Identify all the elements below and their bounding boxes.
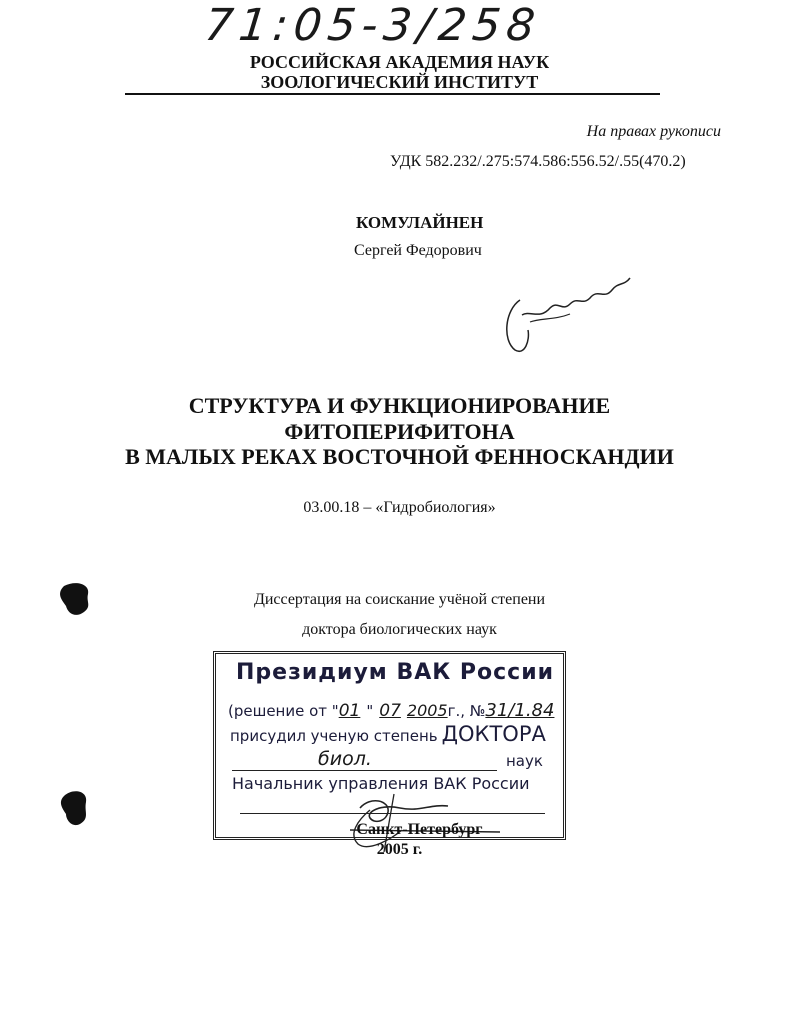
author-signature (500, 270, 640, 360)
year: 2005 г. (376, 841, 423, 858)
organization-line-1: РОССИЙСКАЯ АКАДЕМИЯ НАУК (249, 52, 550, 72)
stamp-decision-line (228, 700, 554, 721)
dissertation-title-line-2: ФИТОПЕРИФИТОНА (284, 419, 515, 444)
handwritten-archive-number: 71:05-3/258 (202, 0, 544, 51)
dissertation-title-line-3: В МАЛЫХ РЕКАХ ВОСТОЧНОЙ ФЕННОСКАНДИИ (125, 444, 674, 469)
stamp-header: Президиум ВАК России (236, 660, 555, 685)
dissertation-title-line-1: СТРУКТУРА И ФУНКЦИОНИРОВАНИЕ (188, 393, 611, 418)
organization-line-2: ЗООЛОГИЧЕСКИЙ ИНСТИТУТ (260, 72, 539, 92)
rights-note: На правах рукописи (586, 123, 721, 140)
degree-line-2: доктора биологических наук (302, 621, 497, 638)
stamp-decision-number: 31/1.84 (485, 700, 555, 721)
stamp-awarded-degree: ДОКТОРА (441, 722, 546, 746)
degree-line-1: Диссертация на соискание учёной степени (253, 591, 546, 608)
ink-blot-1 (56, 580, 96, 620)
stamp-awarded-text: присудил ученую степень (230, 727, 438, 745)
stamp-field-suffix: наук (506, 752, 543, 770)
stamp-decision-prefix: (решение от " (228, 702, 339, 720)
udc-code: УДК 582.232/.275:574.586:556.52/.55(470.2) (390, 153, 686, 170)
stamp-chief: Начальник управления ВАК России (232, 774, 530, 793)
header-divider (125, 93, 660, 95)
stamp-field-underline (232, 770, 497, 771)
author-surname: КОМУЛАЙНЕН (356, 213, 484, 232)
city: Санкт-Петербург (356, 821, 483, 838)
stamp-decision-month: 07 (379, 701, 401, 721)
stamp-decision-g: г., № (447, 702, 486, 720)
author-name: Сергей Федорович (354, 242, 482, 259)
stamp-decision-quote: " (366, 702, 374, 720)
stamp-field-handwritten: биол. (318, 748, 372, 770)
stamp-decision-day: 01 (338, 701, 361, 721)
stamp-decision-year: 2005 (406, 701, 448, 720)
specialty-code: 03.00.18 – «Гидробиология» (303, 499, 496, 516)
stamp-awarded-line (230, 722, 546, 746)
